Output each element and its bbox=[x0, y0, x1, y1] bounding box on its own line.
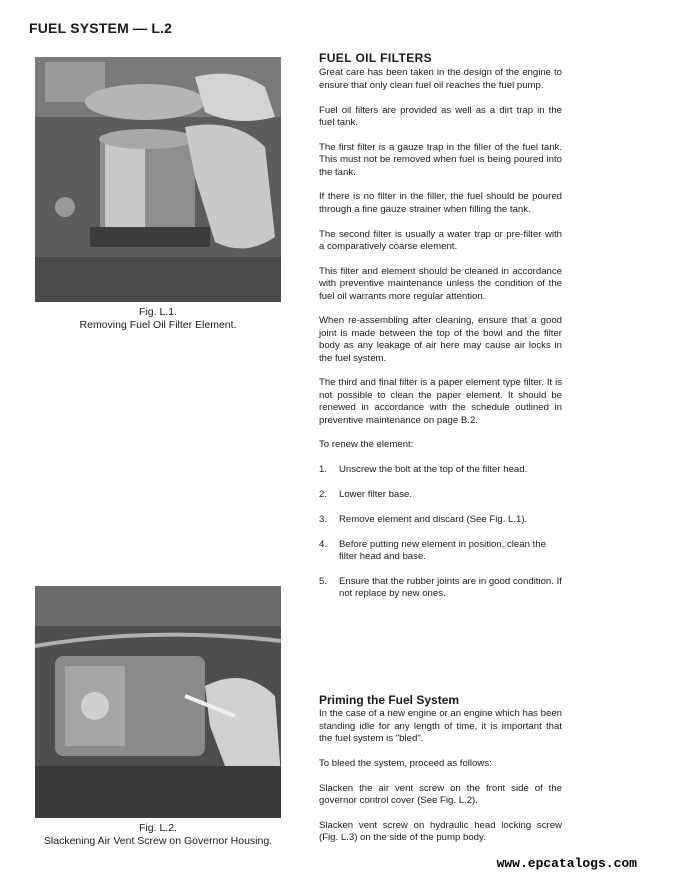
figure-caption-l1 bbox=[35, 306, 281, 332]
list-item bbox=[319, 464, 562, 476]
section-heading: Priming the Fuel System bbox=[319, 693, 460, 707]
paragraph: To renew the element: bbox=[319, 439, 414, 451]
list-item bbox=[319, 576, 562, 601]
watermark-url: www.epcatalogs.com bbox=[496, 856, 637, 871]
figure-caption-text: Slackening Air Vent Screw on Governor Housing. bbox=[43, 835, 273, 847]
paragraph: The first filter is a gauze trap in the filler of the fuel tank. This must not be removed when fuel is being poured into the tank. bbox=[319, 141, 562, 178]
step-number: 1. bbox=[319, 464, 328, 476]
paragraph: This filter and element should be cleaned in accordance with preventive maintenance unless the condition of the fuel oil warrants more regular attention. bbox=[319, 265, 562, 302]
fuel-oil-filters-section bbox=[319, 52, 562, 613]
page-header-title: FUEL SYSTEM — L.2 bbox=[29, 20, 173, 36]
list-item bbox=[319, 514, 562, 526]
paragraph: To bleed the system, proceed as follows: bbox=[319, 758, 492, 770]
priming-fuel-system-section bbox=[319, 694, 562, 857]
governor-housing-photo bbox=[35, 586, 281, 818]
paragraph: Great care has been taken in the design of the engine to ensure that only clean fuel oil reaches the fuel pump. bbox=[319, 67, 562, 91]
paragraph: Slacken the air vent screw on the front side of the governor control cover (See Fig. L.2). bbox=[319, 782, 562, 807]
step-text: Unscrew the bolt at the top of the filter head. bbox=[339, 464, 528, 476]
step-text: Before putting new element in position, clean the filter head and base. bbox=[339, 538, 546, 563]
figure-caption-text: Removing Fuel Oil Filter Element. bbox=[79, 319, 237, 331]
step-number: 2. bbox=[319, 489, 328, 501]
figure-label: Fig. L.2. bbox=[139, 822, 177, 834]
figure-label: Fig. L.1. bbox=[139, 306, 177, 318]
paragraph: The second filter is usually a water trap or pre-filter with a comparatively coarse element. bbox=[319, 228, 562, 253]
paragraph: When re-assembling after cleaning, ensure that a good joint is made between the top of the bowl and the filter body as any leakage of air here may cause air locks in the fuel system. bbox=[319, 315, 562, 364]
section-heading: FUEL OIL FILTERS bbox=[319, 51, 433, 65]
step-text: Lower filter base. bbox=[339, 489, 413, 501]
paragraph: Slacken vent screw on hydraulic head locking screw (Fig. L.3) on the side of the pump body. bbox=[319, 820, 562, 844]
step-number: 5. bbox=[319, 575, 328, 587]
step-text: Ensure that the rubber joints are in good condition. If not replace by new ones. bbox=[339, 575, 562, 600]
list-item bbox=[319, 489, 562, 501]
paragraph: Fuel oil filters are provided as well as a dirt trap in the fuel tank. bbox=[319, 104, 562, 129]
figure-caption-l2 bbox=[20, 822, 296, 848]
paragraph: If there is no filter in the filler, the fuel should be poured through a fine gauze strainer when filling the tank. bbox=[319, 191, 562, 215]
step-number: 4. bbox=[319, 538, 328, 550]
paragraph: In the case of a new engine or an engine which has been standing idle for any length of time, it is important that the fuel system is "bled". bbox=[319, 708, 562, 745]
step-number: 3. bbox=[319, 513, 328, 525]
list-item bbox=[319, 539, 562, 564]
fuel-filter-photo bbox=[35, 57, 281, 302]
paragraph: The third and final filter is a paper element type filter. It is not possible to clean the paper element. It should be renewed in accordance with the schedule outlined in preventive maintenance on page B.2. bbox=[319, 377, 562, 426]
step-text: Remove element and discard (See Fig. L.1). bbox=[339, 513, 528, 525]
